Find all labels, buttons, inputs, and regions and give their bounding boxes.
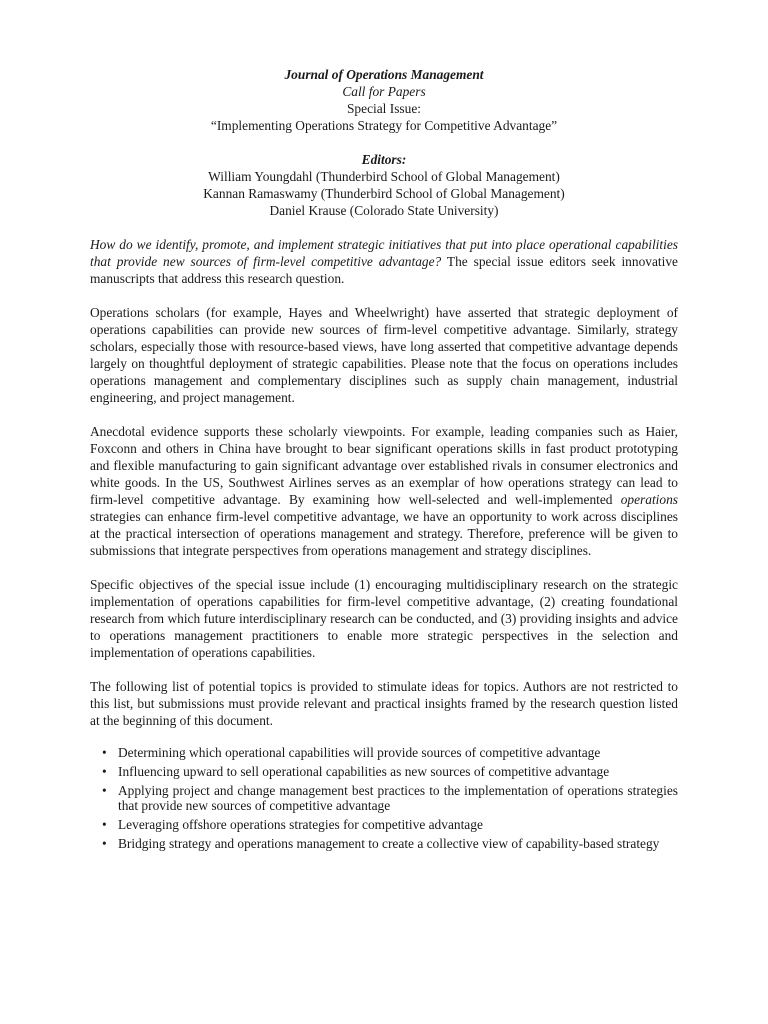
para3-emphasis: operations	[620, 492, 678, 507]
paragraph-operations-scholars: Operations scholars (for example, Hayes and Wheelwright) have asserted that strategic deployment of operations capabilities can provide new sources of firm-level competitive advantage. Similarly, strategy scholars, especially those with resource-based views, have long asserted that competitive advantage depends largely on thoughtful deployment of strategic capabilities. Please note that the focus on operations includes operations management and complementary disciplines such as supply chain management, industrial engineering, and project management.	[90, 305, 678, 405]
document-page	[90, 66, 678, 855]
intro-rest: The special issue editors seek innovative manuscripts that address this research question.	[90, 254, 678, 286]
topic-text: Influencing upward to sell operational capabilities as new sources of competitive advantage	[118, 764, 610, 779]
journal-title: Journal of Operations Management	[284, 67, 484, 82]
topic-text: Leveraging offshore operations strategies for competitive advantage	[118, 817, 483, 832]
topic-text: Bridging strategy and operations management to create a collective view of capability-based strategy	[118, 836, 660, 851]
list-item	[90, 836, 678, 851]
paragraph-topics-intro: The following list of potential topics is provided to stimulate ideas for topics. Authors are not restricted to this list, but submissions must provide relevant and practical insights framed by the research question listed at the beginning of this document.	[90, 679, 678, 728]
para3-after: strategies can enhance firm-level competitive advantage, we have an opportunity to work across disciplines at the practical intersection of operations management and strategy. Therefore, preference will be given to submissions that integrate perspectives from operations management and strategy disciplines.	[90, 509, 678, 558]
paragraph-objectives: Specific objectives of the special issue include (1) encouraging multidisciplinary research on the strategic implementation of operations capabilities for firm-level competitive advantage, (2) creating foundational research from which future interdisciplinary research can be conducted, and (3) providing insights and advice to operations management practitioners to enable more strategic perspectives in the selection and implementation of operations capabilities.	[90, 577, 678, 660]
topic-text: Applying project and change management best practices to the implementation of operations strategies that provide new sources of competitive advantage	[118, 783, 678, 813]
bullet-icon: •	[102, 745, 107, 760]
editor-2: Kannan Ramaswamy (Thunderbird School of Global Management)	[203, 186, 565, 201]
intro-paragraph	[90, 236, 678, 287]
topics-list	[90, 745, 678, 851]
editors-label: Editors:	[361, 152, 407, 167]
list-item	[90, 817, 678, 832]
list-item	[90, 764, 678, 779]
list-item	[90, 783, 678, 813]
para3-before: Anecdotal evidence supports these scholarly viewpoints. For example, leading companies such as Haier, Foxconn and others in China have brought to bear significant operations skills in fast product prototyping and flexible manufacturing to gain significant advantage over established rivals in consumer electronics and white goods. In the US, Southwest Airlines serves as an exemplar of how operations strategy can lead to firm-level competitive advantage. By examining how well-selected and well-implemented	[90, 424, 678, 507]
call-for-papers: Call for Papers	[342, 84, 426, 99]
special-issue-label: Special Issue:	[346, 101, 421, 116]
document-header	[90, 66, 678, 219]
topic-text: Determining which operational capabilities will provide sources of competitive advantage	[118, 745, 601, 760]
editor-1: William Youngdahl (Thunderbird School of Global Management)	[208, 169, 560, 184]
list-item	[90, 745, 678, 760]
bullet-icon: •	[102, 764, 107, 779]
special-issue-title: “Implementing Operations Strategy for Competitive Advantage”	[210, 118, 558, 133]
research-question: How do we identify, promote, and implement strategic initiatives that put into place operational capabilities that provide new sources of firm-level competitive advantage?	[90, 237, 678, 269]
bullet-icon: •	[102, 836, 107, 851]
bullet-icon: •	[102, 817, 107, 832]
paragraph-anecdotal-evidence	[90, 423, 678, 559]
bullet-icon: •	[102, 783, 107, 798]
editor-3: Daniel Krause (Colorado State University)	[269, 203, 499, 218]
